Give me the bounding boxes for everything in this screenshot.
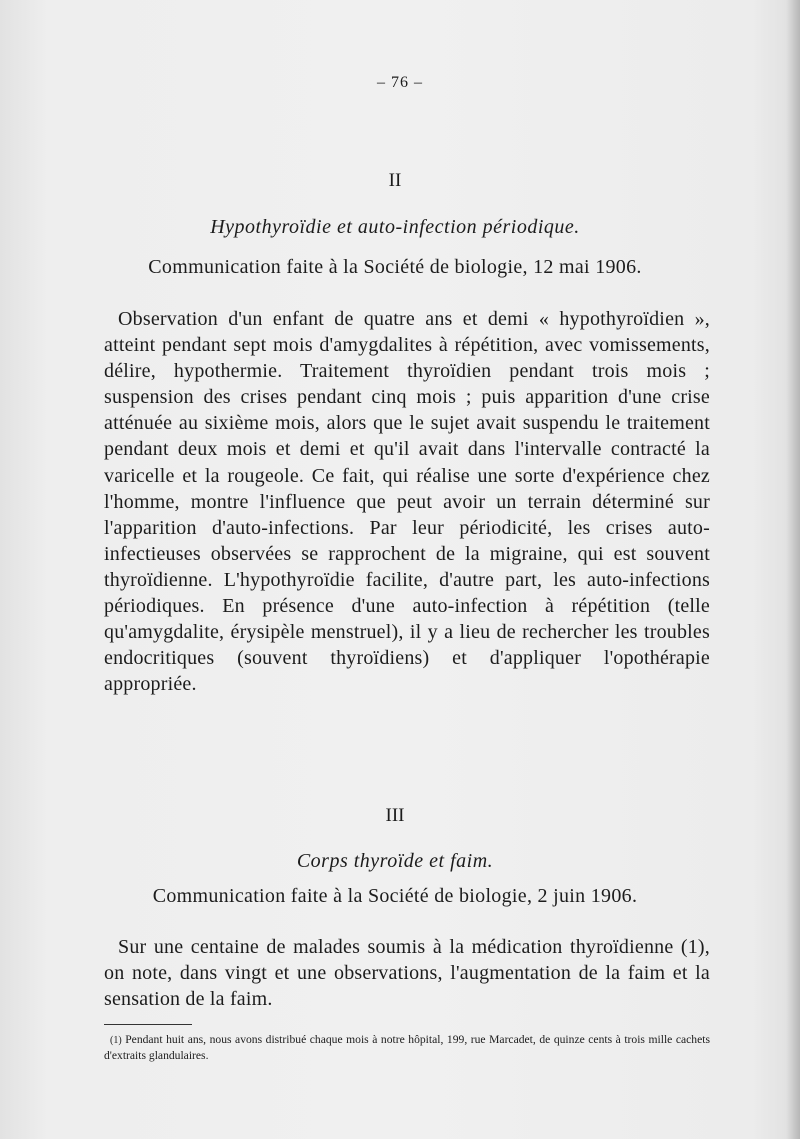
section-iii-paragraph: Sur une centaine de malades soumis à la médication thyroïdienne (1), on note, dans vingt et une observations, l'augmentation de la faim et la sensation de la faim. [104,936,710,1011]
footnote-text: Pendant huit ans, nous avons distribué chaque mois à notre hôpital, 199, rue Marcadet, de quinze cents à trois mille cachets d'extraits glandulaires. [104,1033,710,1062]
footnote-marker: (1) [110,1035,122,1046]
page-number: – 76 – [377,74,423,91]
footnote [104,1032,710,1063]
section-iii-communication: Communication faite à la Société de biologie, 2 juin 1906. [152,885,638,907]
footnote-rule [104,1024,192,1025]
section-ii-paragraph: Observation d'un enfant de quatre ans et demi « hypothyroïdien », atteint pendant sept mois d'amygdalites à répétition, avec vomissements, délire, hypothermie. Traitement thyroïdien pendant trois mois ; suspension des crises pendant cinq mois ; puis apparition d'une crise atténuée au sixième mois, alors que le sujet avait suspendu le traitement pendant deux mois et demi et qu'il avait dans l'intervalle contracté la varicelle et la rougeole. Ce fait, qui réalise une sorte d'expérience chez l'homme, montre l'influence que peut avoir un terrain déterminé sur l'apparition d'auto-infections. Par leur périodicité, les crises auto-infectieuses observées se rapprochent de la migraine, qui est souvent thyroïdienne. L'hypothyroïdie facilite, d'autre part, les auto-infections périodiques. En présence d'une auto-infection à répétition (telle qu'amygdalite, érysipèle menstruel), il y a lieu de rechercher les troubles endocritiques (souvent thyroïdiens) et d'appliquer l'opothérapie appropriée. [104,308,710,696]
section-iii-title: Corps thyroïde et faim. [296,850,494,872]
section-ii-title: Hypothyroïdie et auto-infection périodique. [210,216,580,238]
section-ii-communication: Communication faite à la Société de biologie, 12 mai 1906. [148,256,642,278]
section-iii-numeral: III [385,805,405,826]
section-ii-numeral: II [388,170,402,191]
